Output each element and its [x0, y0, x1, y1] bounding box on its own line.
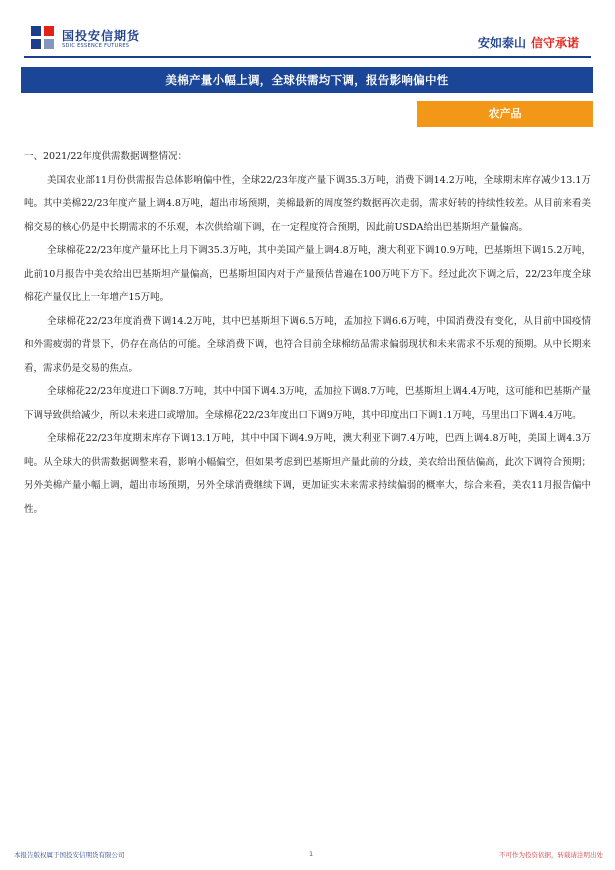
- body-paragraph-2: 全球棉花22/23年度产量环比上月下调35.3万吨，其中美国产量上调4.8万吨，澳大利亚下调10.9万吨，巴基斯坦下调15.2万吨，此前10月报告中美农给出巴基斯坦产量偏高，巴基斯坦国内对于产量预估普遍在100万吨下方下。经过此次下调之后，22/23年度全球棉花产量仅比上一年增产15万吨。: [24, 245, 591, 303]
- footer-disclaimer: 不可作为投资依据，转载请注明出处: [499, 851, 603, 859]
- body-paragraph-3: 全球棉花22/23年度消费下调14.2万吨，其中巴基斯坦下调6.5万吨，孟加拉下调6.6万吨，中国消费没有变化，从目前中国疫情和外需疲弱的背景下，仍存在高估的可能。全球消费下调，也符合目前全球棉纺品需求偏弱现状和未来需求不乐观的预期。从中长期来看，需求仍是交易的焦点。: [24, 315, 591, 374]
- body-paragraph-5: 全球棉花22/23年度期末库存下调13.1万吨，其中中国下调4.9万吨，澳大利亚下调7.4万吨，巴西上调4.8万吨，美国上调4.3万吨。从全球大的供需数据调整来看，影响小幅偏空，但如果考虑到巴基斯坦产量此前的分歧，美农给出预估偏高，此次下调符合预期；另外美棉产量小幅上调，超出市场预期，另外全球消费继续下调，更加证实未来需求持续偏弱的概率大，综合来看，美农11月报告偏中性。: [24, 433, 591, 515]
- category-tag: 农产品: [417, 101, 593, 127]
- report-title-banner: 美棉产量小幅上调，全球供需均下调，报告影响偏中性: [21, 67, 593, 93]
- company-name-en: SDIC ESSENCE FUTURES: [62, 43, 130, 49]
- page-footer: [0, 848, 615, 862]
- company-logo-text: [62, 30, 140, 50]
- company-name-cn: 国投安信期货: [62, 29, 141, 43]
- header-divider: [24, 56, 591, 58]
- page-number: 1: [309, 850, 314, 858]
- report-body: [24, 145, 591, 521]
- company-slogan: [478, 36, 579, 50]
- body-paragraph-4: 全球棉花22/23年度进口下调8.7万吨，其中中国下调4.3万吨，孟加拉下调8.7万吨，巴基斯坦上调4.4万吨，这可能和巴基斯产量下调导致供给减少，所以未来进口或增加。全球棉花22/23年度出口下调9万吨，其中印度出口下调1.1万吨，马里出口下调4.4万吨。: [24, 386, 591, 421]
- body-paragraph-1: 美国农业部11月份供需报告总体影响偏中性，全球22/23年度产量下调35.3万吨，消费下调14.2万吨，全球期末库存减少13.1万吨。其中美棉22/23年度产量上调4.8万吨，超出市场预期，美棉最新的周度签约数据再次走弱，需求好转的持续性较差。从目前来看美棉交易的核心仍是中长期需求的不乐观，本次供给端下调，在一定程度符合预期，因此前USDA给出巴基斯坦产量偏高。: [24, 174, 591, 233]
- slogan-part-1: 安如泰山: [477, 36, 526, 50]
- section-heading: 一、2021/22年度供需数据调整情况：: [24, 151, 187, 162]
- page-header: [0, 0, 615, 62]
- footer-copyright: 本报告版权属于国投安信期货有限公司: [14, 851, 125, 859]
- company-logo-icon: [31, 26, 55, 50]
- slogan-part-2: 信守承诺: [530, 36, 579, 50]
